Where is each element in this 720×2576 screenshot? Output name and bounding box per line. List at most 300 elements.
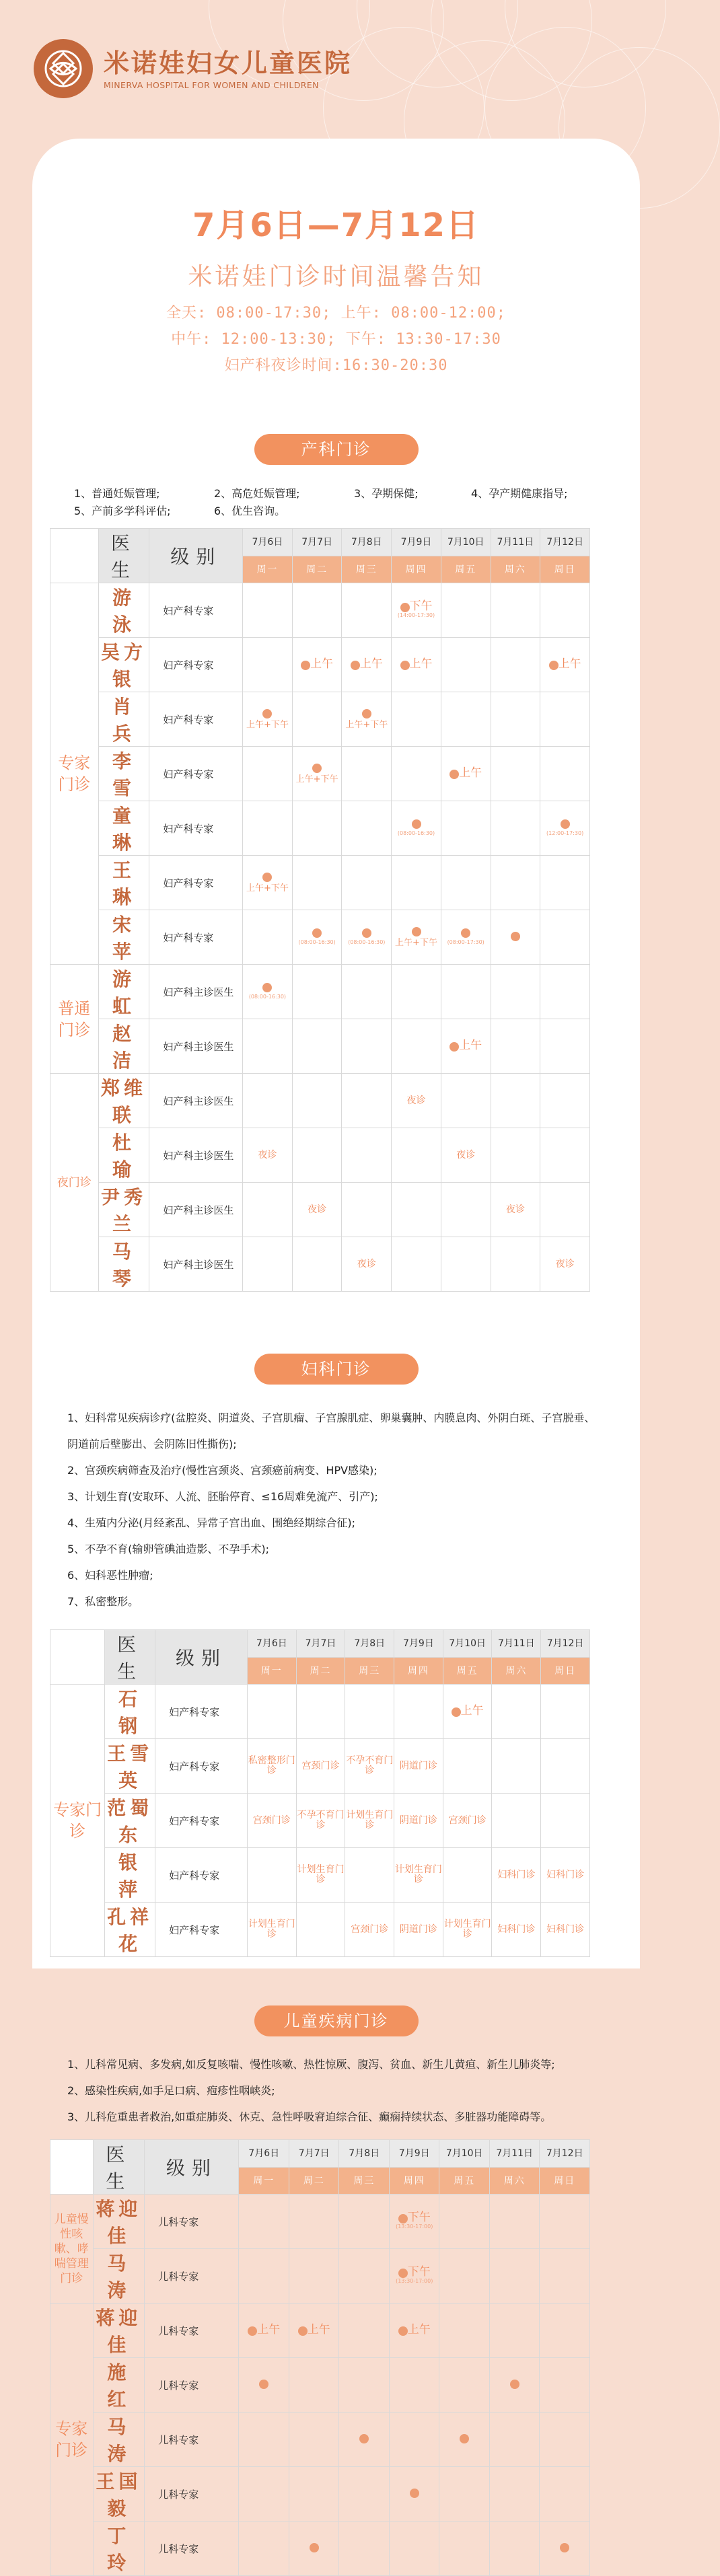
- doctor-level: 妇产科专家: [149, 747, 243, 801]
- table-row: [50, 638, 590, 692]
- day-header: 7月7日: [292, 529, 342, 556]
- session-text: 计划生育门诊: [443, 1919, 491, 1940]
- doctor-level: 妇产科主诊医生: [149, 1074, 243, 1128]
- group-label: 儿童慢性咳嗽、哮喘管理门诊: [50, 2195, 94, 2304]
- schedule-cell: [243, 1183, 293, 1237]
- schedule-cell: [392, 1183, 441, 1237]
- doctor-header: 医生: [98, 529, 149, 583]
- schedule-cell: [491, 1128, 540, 1183]
- schedule-cell: [443, 1685, 492, 1739]
- session-text: 阴道门诊: [399, 1923, 437, 1935]
- schedule-cell: [540, 2249, 590, 2304]
- session-time-note: (12:00-17:30): [546, 830, 584, 836]
- session-dot-icon: [400, 661, 410, 670]
- doctor-name: 童 琳: [98, 801, 149, 856]
- session-time-note: (08:00-17:30): [447, 939, 484, 945]
- header-row: [50, 2140, 590, 2168]
- schedule-cell: [292, 965, 342, 1019]
- doctor-name: 赵 洁: [98, 1019, 149, 1074]
- day-header: 7月6日: [239, 2140, 289, 2168]
- schedule-cell: [389, 2195, 439, 2249]
- group-label: 专家门诊: [50, 1685, 105, 1957]
- session-dot-icon: [449, 770, 459, 779]
- session-dot-icon: [301, 661, 310, 670]
- doctor-level: 妇产科主诊医生: [149, 965, 243, 1019]
- service-item: 1、普通妊娠管理;: [74, 487, 160, 500]
- doctor-name: 尹秀兰: [98, 1183, 149, 1237]
- doctor-name: 杜 瑜: [98, 1128, 149, 1183]
- doctor-name: 王雪英: [105, 1739, 155, 1794]
- schedule-cell: [491, 1019, 540, 1074]
- hero: [32, 139, 640, 375]
- hours-line: 中午: 12:00-13:30; 下午: 13:30-17:30: [171, 331, 501, 348]
- weekday-header: 周二: [296, 1658, 345, 1685]
- schedule-cell: [439, 2522, 490, 2576]
- session-label: 下午: [407, 2265, 431, 2279]
- day-header: 7月12日: [540, 529, 590, 556]
- schedule-cell: [289, 2195, 339, 2249]
- day-header: 7月11日: [492, 1630, 541, 1658]
- schedule-cell: [394, 1685, 443, 1739]
- schedule-cell: [292, 583, 342, 638]
- session-label: 上午: [459, 1039, 482, 1052]
- level-header: 级别: [149, 529, 243, 583]
- hospital-name-en: MINERVA HOSPITAL FOR WOMEN AND CHILDREN: [104, 79, 319, 90]
- schedule-cell: [441, 747, 491, 801]
- weekday-header: 周五: [441, 556, 491, 583]
- weekday-header: 周六: [489, 2168, 540, 2195]
- schedule-cell: [345, 1903, 394, 1957]
- schedule-cell: [392, 1019, 441, 1074]
- session-dot-icon: [310, 2543, 319, 2552]
- schedule-cell: [541, 1848, 590, 1903]
- obstetrics-schedule-table: [50, 528, 590, 1292]
- group-label: 专家门诊: [50, 2304, 94, 2576]
- schedule-cell: [243, 910, 293, 965]
- table-row: [50, 1739, 590, 1794]
- schedule-cell: [443, 1794, 492, 1848]
- session-dot-icon: [259, 2380, 268, 2389]
- service-item: 3、儿科危重患者救治,如重症肺炎、休克、急性呼吸窘迫综合征、癫痫持续状态、多脏器功能障碍等。: [67, 2110, 552, 2123]
- session-text: 私密整形门诊: [248, 1755, 295, 1776]
- table-row: [50, 1019, 590, 1074]
- day-header: 7月10日: [441, 529, 491, 556]
- header-row: [50, 1630, 590, 1658]
- schedule-cell: [292, 692, 342, 747]
- service-item: 2、高危妊娠管理;: [214, 487, 300, 500]
- schedule-cell: [339, 2522, 390, 2576]
- schedule-cell: [342, 692, 392, 747]
- doctor-level: 妇产科专家: [155, 1903, 248, 1957]
- hospital-name: 米诺娃妇女儿童医院: [104, 48, 353, 78]
- weekday-header: 周二: [289, 2168, 339, 2195]
- schedule-cell: [491, 801, 540, 856]
- session-text: 宫颈门诊: [448, 1814, 487, 1826]
- session-text: 宫颈门诊: [351, 1923, 389, 1935]
- session-dot-icon: [461, 928, 470, 938]
- table-row: [50, 2467, 590, 2522]
- hours-line: 全天: 08:00-17:30; 上午: 08:00-12:00;: [166, 305, 507, 322]
- session-text: 夜诊: [258, 1149, 277, 1161]
- service-item: 5、产前多学科评估;: [74, 505, 171, 517]
- table-row: [50, 1128, 590, 1183]
- session-text: 夜诊: [555, 1258, 575, 1269]
- weekday-header: 周三: [342, 556, 392, 583]
- doctor-level: 儿科专家: [145, 2522, 239, 2576]
- schedule-cell: [492, 1685, 541, 1739]
- service-item: 阴道前后壁膨出、会阴陈旧性撕伤);: [67, 1438, 237, 1450]
- schedule-cell: [345, 1794, 394, 1848]
- schedule-cell: [392, 1237, 441, 1292]
- schedule-cell: [342, 801, 392, 856]
- schedule-cell: [489, 2195, 540, 2249]
- schedule-cell: [345, 1739, 394, 1794]
- doctor-name: 施 红: [93, 2358, 145, 2413]
- schedule-cell: [489, 2413, 540, 2467]
- service-item: 3、计划生育(安取环、人流、胚胎停育、≤16周难免流产、引产);: [67, 1490, 378, 1503]
- section-title: 产科门诊: [254, 434, 419, 465]
- schedule-cell: [342, 1128, 392, 1183]
- schedule-cell: [491, 1237, 540, 1292]
- session-dot-icon: [452, 1707, 461, 1717]
- schedule-cell: [389, 2304, 439, 2358]
- service-item: 2、感染性疾病,如手足口病、疱疹性咽峡炎;: [67, 2084, 275, 2097]
- session-text: 夜诊: [456, 1149, 476, 1161]
- schedule-cell: [289, 2249, 339, 2304]
- weekday-header: 周二: [292, 556, 342, 583]
- day-header: 7月9日: [392, 529, 441, 556]
- schedule-cell: [392, 692, 441, 747]
- service-item: 6、妇科恶性肿瘤;: [67, 1569, 153, 1582]
- service-list: [32, 1405, 640, 1615]
- schedule-cell: [342, 1074, 392, 1128]
- session-dot-icon: [412, 819, 421, 829]
- doctor-name: 银 萍: [105, 1848, 155, 1903]
- schedule-cell: [342, 965, 392, 1019]
- schedule-cell: [392, 801, 441, 856]
- schedule-cell: [243, 638, 293, 692]
- doctor-name: 马 涛: [93, 2249, 145, 2304]
- schedule-cell: [540, 1074, 590, 1128]
- gynecology-schedule-table: [50, 1629, 590, 1957]
- schedule-cell: [239, 2304, 289, 2358]
- schedule-cell: [540, 638, 590, 692]
- doctor-name: 石 钢: [105, 1685, 155, 1739]
- schedule-cell: [491, 965, 540, 1019]
- schedule-cell: [239, 2413, 289, 2467]
- schedule-cell: [441, 1183, 491, 1237]
- schedule-cell: [492, 1903, 541, 1957]
- session-dot-icon: [511, 932, 520, 941]
- schedule-cell: [540, 2304, 590, 2358]
- schedule-cell: [491, 583, 540, 638]
- schedule-cell: [392, 1074, 441, 1128]
- schedule-cell: [389, 2358, 439, 2413]
- schedule-cell: [292, 638, 342, 692]
- weekday-header: 周一: [247, 1658, 296, 1685]
- schedule-cell: [292, 747, 342, 801]
- session-dot-icon: [312, 764, 322, 773]
- doctor-level: 儿科专家: [145, 2413, 239, 2467]
- session-label: 上午: [310, 657, 334, 671]
- doctor-level: 儿科专家: [145, 2249, 239, 2304]
- session-dot-icon: [398, 2269, 408, 2278]
- table-row: [50, 2522, 590, 2576]
- doctor-level: 儿科专家: [145, 2358, 239, 2413]
- schedule-cell: [345, 1685, 394, 1739]
- session-text: 计划生育门诊: [297, 1864, 345, 1885]
- service-item: 6、优生咨询。: [214, 505, 286, 517]
- session-dot-icon: [262, 873, 272, 882]
- doctor-name: 宋 苹: [98, 910, 149, 965]
- doctor-name: 马 琴: [98, 1237, 149, 1292]
- session-text: 夜诊: [357, 1258, 376, 1269]
- doctor-level: 妇产科专家: [155, 1739, 248, 1794]
- schedule-cell: [243, 801, 293, 856]
- day-header: 7月9日: [389, 2140, 439, 2168]
- schedule-cell: [489, 2249, 540, 2304]
- hospital-header: [34, 35, 352, 102]
- schedule-cell: [489, 2304, 540, 2358]
- section-title: 妇科门诊: [254, 1354, 419, 1385]
- session-time-note: (08:00-16:30): [348, 939, 386, 945]
- doctor-name: 丁 玲: [93, 2522, 145, 2576]
- session-dot-icon: [412, 927, 421, 936]
- service-list: [32, 485, 640, 528]
- schedule-cell: [491, 910, 540, 965]
- schedule-cell: [492, 1739, 541, 1794]
- weekday-header: 周四: [394, 1658, 443, 1685]
- weekday-header: 周五: [439, 2168, 490, 2195]
- schedule-cell: [247, 1794, 296, 1848]
- knot-logo-icon: [42, 48, 84, 89]
- schedule-cell: [491, 747, 540, 801]
- session-dot-icon: [398, 2214, 408, 2223]
- schedule-cell: [239, 2467, 289, 2522]
- table-row: [50, 2195, 590, 2249]
- day-header: 7月8日: [342, 529, 392, 556]
- day-header: 7月11日: [491, 529, 540, 556]
- schedule-cell: [441, 1019, 491, 1074]
- schedule-cell: [247, 1739, 296, 1794]
- session-time-note: (13:30-17:00): [396, 2223, 433, 2230]
- table-row: [50, 965, 590, 1019]
- schedule-cell: [243, 583, 293, 638]
- schedule-cell: [540, 2522, 590, 2576]
- session-dot-icon: [362, 928, 371, 938]
- doctor-name: 蒋迎佳: [93, 2195, 145, 2249]
- doctor-level: 妇产科专家: [149, 801, 243, 856]
- schedule-cell: [439, 2413, 490, 2467]
- group-header-cell: [50, 2140, 94, 2195]
- schedule-cell: [491, 1183, 540, 1237]
- schedule-cell: [243, 1128, 293, 1183]
- doctor-name: 吴方银: [98, 638, 149, 692]
- table-row: [50, 1685, 590, 1739]
- schedule-cell: [441, 583, 491, 638]
- schedule-cell: [389, 2249, 439, 2304]
- schedule-cell: [540, 2467, 590, 2522]
- weekday-header: 周四: [392, 556, 441, 583]
- session-dot-icon: [351, 661, 360, 670]
- session-dot-icon: [460, 2434, 469, 2443]
- schedule-cell: [292, 1074, 342, 1128]
- schedule-cell: [289, 2413, 339, 2467]
- schedule-cell: [292, 1019, 342, 1074]
- table-row: [50, 2249, 590, 2304]
- schedule-cell: [392, 583, 441, 638]
- schedule-cell: [441, 692, 491, 747]
- table-row: [50, 1074, 590, 1128]
- day-header: 7月12日: [540, 2140, 590, 2168]
- schedule-cell: [247, 1685, 296, 1739]
- session-text: 计划生育门诊: [248, 1919, 295, 1940]
- session-text: 宫颈门诊: [252, 1814, 291, 1826]
- schedule-cell: [243, 965, 293, 1019]
- doctor-name: 蒋迎佳: [93, 2304, 145, 2358]
- doctor-level: 儿科专家: [145, 2467, 239, 2522]
- day-header: 7月11日: [489, 2140, 540, 2168]
- schedule-cell: [296, 1848, 345, 1903]
- doctor-level: 妇产科主诊医生: [149, 1183, 243, 1237]
- day-header: 7月6日: [247, 1630, 296, 1658]
- schedule-cell: [239, 2249, 289, 2304]
- hours-line: 妇产科夜诊时间:16:30-20:30: [224, 357, 448, 374]
- schedule-cell: [491, 1074, 540, 1128]
- doctor-level: 妇产科主诊医生: [149, 1128, 243, 1183]
- doctor-name: 李 雪: [98, 747, 149, 801]
- weekday-header: 周四: [389, 2168, 439, 2195]
- session-label: 上午: [409, 657, 433, 671]
- group-header-cell: [50, 529, 99, 583]
- schedule-cell: [540, 692, 590, 747]
- schedule-cell: [339, 2195, 390, 2249]
- schedule-cell: [443, 1903, 492, 1957]
- schedule-cell: [439, 2195, 490, 2249]
- schedule-cell: [392, 747, 441, 801]
- table-row: [50, 801, 590, 856]
- schedule-cell: [243, 747, 293, 801]
- schedule-cell: [342, 747, 392, 801]
- schedule-cell: [394, 1848, 443, 1903]
- session-dot-icon: [410, 2489, 419, 2498]
- doctor-level: 妇产科专家: [149, 692, 243, 747]
- session-label: 上午: [359, 657, 383, 671]
- table-row: [50, 1237, 590, 1292]
- doctor-name: 王国毅: [93, 2467, 145, 2522]
- schedule-cell: [541, 1685, 590, 1739]
- doctor-level: 妇产科专家: [155, 1794, 248, 1848]
- group-label: 普通门诊: [50, 965, 99, 1074]
- date-range: 7月6日—7月12日: [192, 207, 480, 244]
- weekday-header: 周一: [239, 2168, 289, 2195]
- schedule-cell: [540, 2358, 590, 2413]
- schedule-cell: [540, 2195, 590, 2249]
- session-time-note: (13:30-17:00): [396, 2278, 433, 2284]
- schedule-cell: [339, 2358, 390, 2413]
- service-item: 7、私密整形。: [67, 1595, 139, 1608]
- schedule-cell: [441, 856, 491, 910]
- schedule-cell: [540, 1128, 590, 1183]
- doctor-name: 肖 兵: [98, 692, 149, 747]
- session-dot-icon: [359, 2434, 369, 2443]
- schedule-cell: [441, 801, 491, 856]
- pediatrics-section: [32, 2005, 640, 2576]
- weekday-header: 周六: [491, 556, 540, 583]
- session-text: 妇科门诊: [497, 1923, 536, 1935]
- day-header: 7月7日: [289, 2140, 339, 2168]
- weekday-header: 周三: [345, 1658, 394, 1685]
- schedule-cell: [243, 1074, 293, 1128]
- session-label: 上午: [257, 2323, 281, 2336]
- schedule-cell: [441, 910, 491, 965]
- schedule-cell: [296, 1739, 345, 1794]
- session-label: 下午: [407, 2211, 431, 2224]
- session-text: 阴道门诊: [399, 1760, 437, 1771]
- session-text: 夜诊: [308, 1204, 327, 1215]
- schedule-cell: [439, 2467, 490, 2522]
- schedule-cell: [441, 1237, 491, 1292]
- schedule-cell: [345, 1848, 394, 1903]
- schedule-cell: [489, 2522, 540, 2576]
- session-dot-icon: [312, 928, 322, 938]
- header-row: [50, 529, 590, 556]
- schedule-cell: [439, 2304, 490, 2358]
- hospital-logo: [34, 39, 93, 98]
- schedule-cell: [296, 1794, 345, 1848]
- schedule-cell: [540, 965, 590, 1019]
- table-row: [50, 1794, 590, 1848]
- schedule-cell: [540, 856, 590, 910]
- schedule-cell: [292, 856, 342, 910]
- session-label: 上午: [307, 2323, 330, 2336]
- schedule-cell: [541, 1794, 590, 1848]
- service-item: 3、孕期保健;: [354, 487, 419, 500]
- table-row: [50, 583, 590, 638]
- schedule-cell: [541, 1739, 590, 1794]
- session-label: 上午+下午: [295, 774, 338, 784]
- schedule-cell: [540, 910, 590, 965]
- service-item: 5、不孕不育(输卵管碘油造影、不孕手术);: [67, 1543, 270, 1555]
- session-dot-icon: [398, 2326, 408, 2336]
- day-header: 7月8日: [345, 1630, 394, 1658]
- pediatrics-schedule-table: [50, 2139, 590, 2576]
- level-header: 级别: [145, 2140, 239, 2195]
- weekday-header: 周一: [243, 556, 293, 583]
- session-label: 上午+下午: [246, 883, 289, 893]
- section-title: 儿童疾病门诊: [254, 2005, 419, 2036]
- session-dot-icon: [560, 2543, 569, 2552]
- schedule-cell: [439, 2249, 490, 2304]
- session-dot-icon: [510, 2380, 519, 2389]
- session-dot-icon: [561, 819, 570, 829]
- schedule-cell: [491, 692, 540, 747]
- session-dot-icon: [400, 603, 410, 612]
- schedule-cell: [394, 1903, 443, 1957]
- schedule-cell: [296, 1685, 345, 1739]
- session-text: 不孕不育门诊: [346, 1755, 394, 1776]
- schedule-cell: [292, 801, 342, 856]
- group-label: 专家门诊: [50, 583, 99, 965]
- schedule-cell: [292, 910, 342, 965]
- schedule-cell: [289, 2304, 339, 2358]
- schedule-cell: [443, 1848, 492, 1903]
- session-text: 计划生育门诊: [394, 1864, 442, 1885]
- schedule-cell: [492, 1848, 541, 1903]
- schedule-cell: [439, 2358, 490, 2413]
- schedule-cell: [289, 2522, 339, 2576]
- session-text: 妇科门诊: [546, 1869, 585, 1880]
